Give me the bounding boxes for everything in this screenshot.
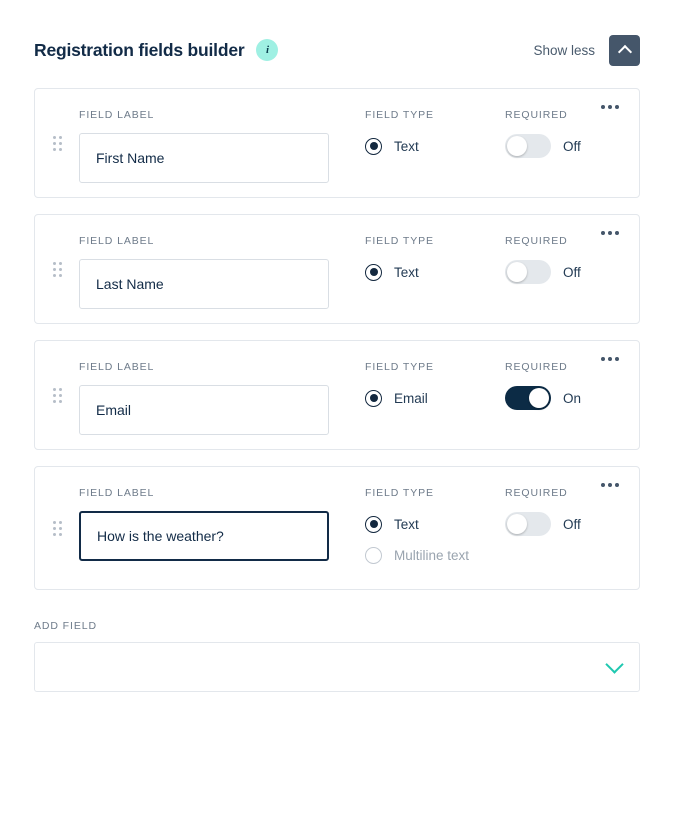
field-type-option-label: Text [394, 264, 419, 280]
add-field-label: ADD FIELD [34, 620, 97, 632]
field-required-row [505, 511, 635, 537]
field-type-option[interactable] [365, 133, 505, 159]
field-type-option-label: Email [394, 390, 428, 406]
field-type-option[interactable] [365, 385, 505, 411]
radio-icon [365, 390, 382, 407]
field-type-column [349, 215, 505, 285]
toggle-knob [529, 388, 549, 408]
toggle-knob [507, 514, 527, 534]
field-type-heading: FIELD TYPE [365, 361, 434, 373]
toggle-knob [507, 136, 527, 156]
radio-icon [365, 516, 382, 533]
required-toggle[interactable] [505, 386, 551, 410]
more-options-icon[interactable] [595, 477, 625, 493]
field-type-option-label: Multiline text [394, 547, 470, 563]
drag-handle[interactable] [35, 467, 79, 589]
field-required-row [505, 259, 635, 285]
field-label-column [79, 467, 349, 561]
drag-handle-icon [53, 262, 62, 277]
field-label-heading: FIELD LABEL [79, 109, 155, 121]
drag-handle-icon [53, 136, 62, 151]
field-card [34, 88, 640, 198]
field-label-heading: FIELD LABEL [79, 487, 155, 499]
field-label-input[interactable] [79, 259, 329, 309]
radio-icon [365, 138, 382, 155]
field-label-input[interactable] [79, 511, 329, 561]
page-header [0, 0, 674, 72]
required-state-label: Off [563, 138, 581, 154]
required-toggle[interactable] [505, 134, 551, 158]
required-state-label: Off [563, 264, 581, 280]
toggle-knob [507, 262, 527, 282]
field-type-heading: FIELD TYPE [365, 109, 434, 121]
field-required-heading: REQUIRED [505, 235, 568, 247]
drag-handle-icon [53, 521, 62, 536]
field-card [34, 214, 640, 324]
field-card [34, 340, 640, 450]
chevron-up-icon [617, 44, 631, 58]
add-field-select[interactable] [34, 642, 640, 692]
field-required-row [505, 133, 635, 159]
field-label-input[interactable] [79, 385, 329, 435]
field-type-option[interactable] [365, 511, 505, 537]
field-type-option[interactable] [365, 259, 505, 285]
field-required-heading: REQUIRED [505, 361, 568, 373]
chevron-down-icon [605, 655, 623, 673]
field-type-heading: FIELD TYPE [365, 235, 434, 247]
fields-list [34, 88, 640, 590]
field-card [34, 466, 640, 590]
field-label-input[interactable] [79, 133, 329, 183]
add-field-section [34, 620, 640, 692]
field-label-column [79, 215, 349, 309]
field-label-column [79, 341, 349, 435]
field-label-heading: FIELD LABEL [79, 235, 155, 247]
drag-handle[interactable] [35, 89, 79, 197]
field-label-heading: FIELD LABEL [79, 361, 155, 373]
more-options-icon[interactable] [595, 351, 625, 367]
required-state-label: On [563, 390, 582, 406]
field-required-row [505, 385, 635, 411]
more-options-icon[interactable] [595, 225, 625, 241]
required-toggle[interactable] [505, 512, 551, 536]
show-less-link[interactable]: Show less [533, 42, 595, 58]
drag-handle[interactable] [35, 215, 79, 323]
required-toggle[interactable] [505, 260, 551, 284]
field-type-option-label: Text [394, 138, 419, 154]
field-type-option-label: Text [394, 516, 419, 532]
info-icon[interactable]: i [256, 39, 278, 61]
field-type-column [349, 89, 505, 159]
drag-handle[interactable] [35, 341, 79, 449]
field-type-option[interactable] [365, 542, 505, 568]
more-options-icon[interactable] [595, 99, 625, 115]
field-type-heading: FIELD TYPE [365, 487, 434, 499]
field-required-heading: REQUIRED [505, 109, 568, 121]
field-type-column [349, 341, 505, 411]
field-required-heading: REQUIRED [505, 487, 568, 499]
collapse-button[interactable] [609, 35, 640, 66]
radio-icon [365, 547, 382, 564]
field-type-column [349, 467, 505, 568]
drag-handle-icon [53, 388, 62, 403]
required-state-label: Off [563, 516, 581, 532]
page-title: Registration fields builder [34, 39, 245, 60]
radio-icon [365, 264, 382, 281]
field-label-column [79, 89, 349, 183]
